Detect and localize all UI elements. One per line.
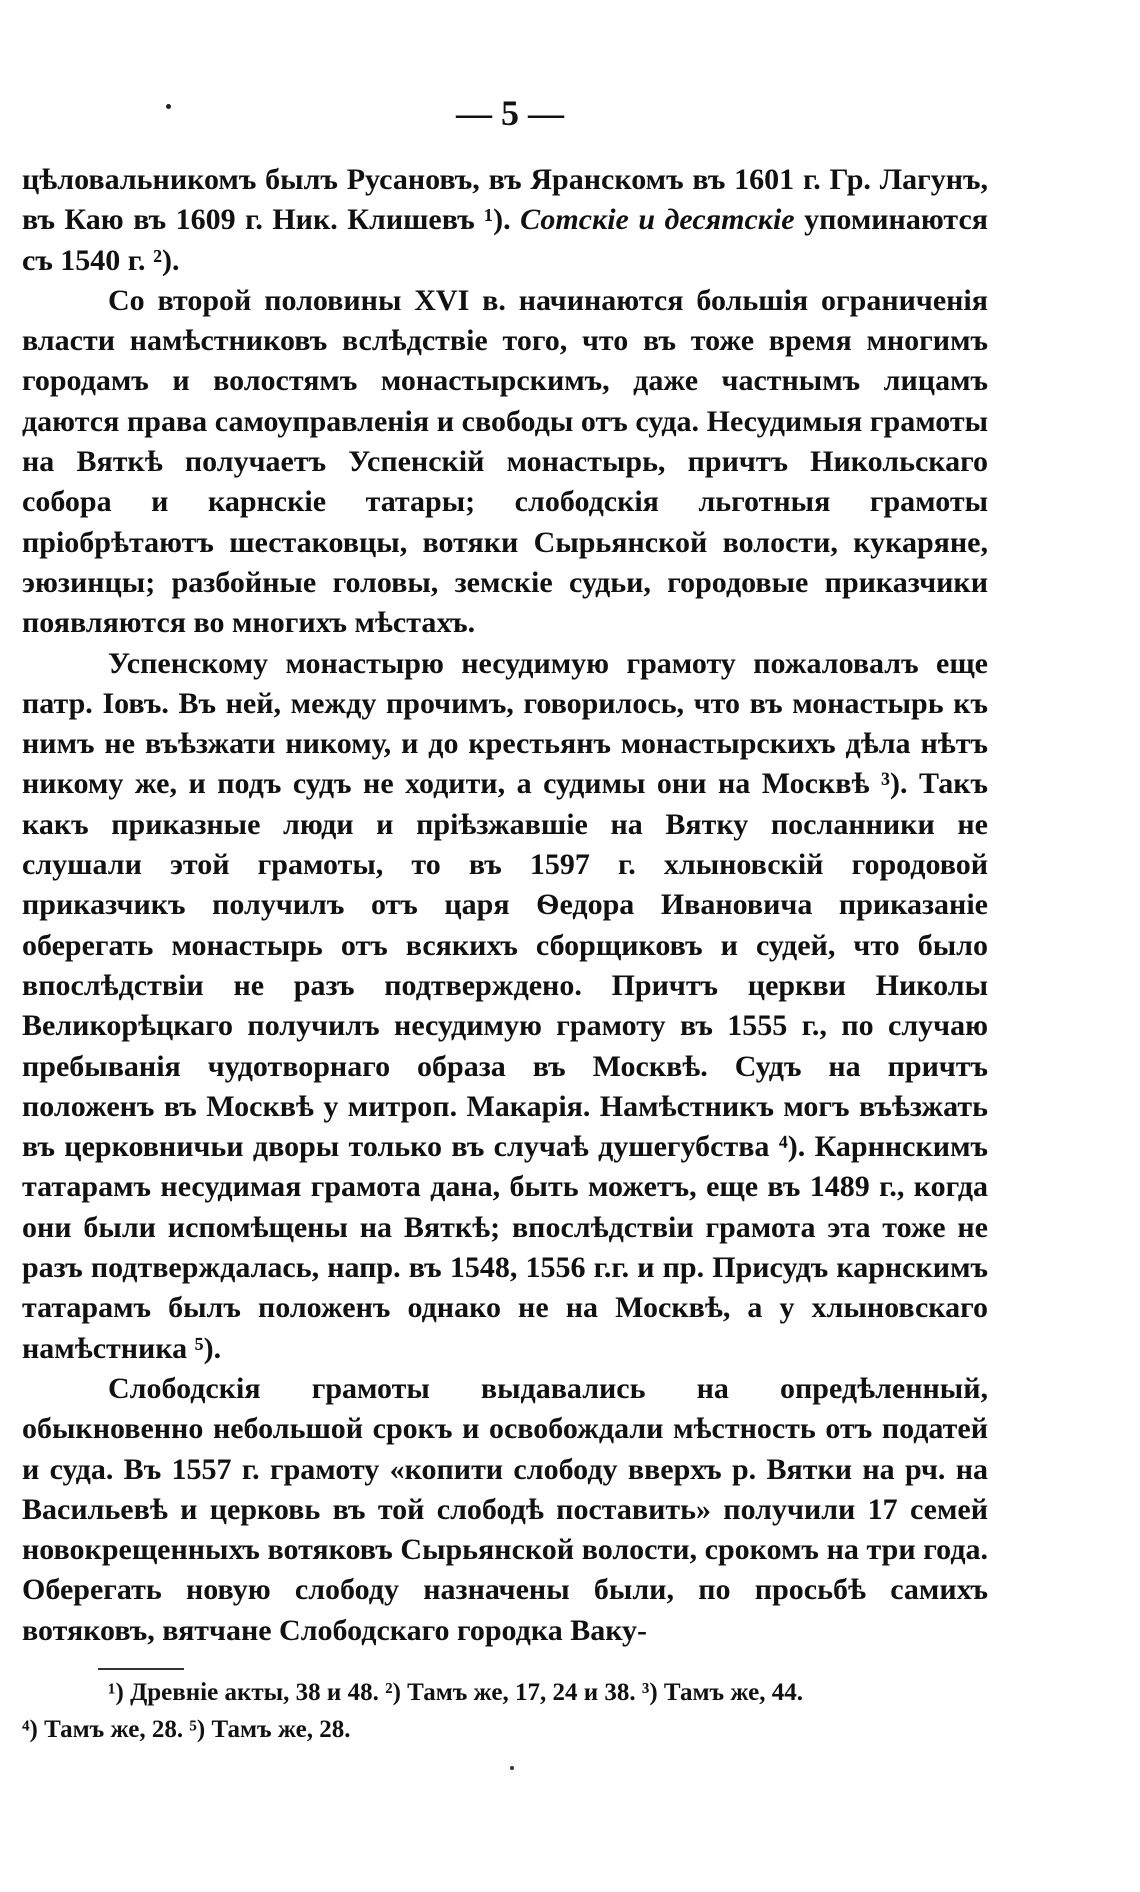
paragraph-4: Слободскія грамоты выдавались на опредѣленный, обыкновенно небольшой срокъ и освобождали мѣстность отъ податей и суда. Въ 1557 г. грамоту «копити слободу вверхъ р. Вятки на рч. на Васильевѣ и церковь въ той слободѣ поставить» получили 17 семей новокрещенныхъ вотяковъ Сырьянской волости, срокомъ на три года. Оберегать новую слободу назначены были, по просьбѣ самихъ вотяковъ, вятчане Слободскаго городка Baку-: [22, 1371, 988, 1647]
paragraph-text: цѣловальникомъ былъ Русановъ, въ Яранскомъ въ 1601 г. Гр. Лагунъ, въ Каю въ 1609 г. Ник. Клишевъ ¹).: [22, 163, 988, 237]
footnote-line-2: ⁴) Тамъ же, 28. ⁵) Тамъ же, 28.: [22, 1716, 351, 1743]
paragraph-2: Со второй половины XVI в. начинаются большія ограниченія власти намѣстниковъ вслѣдствіе того, что въ тоже время многимъ городамъ и волостямъ монастырскимъ, даже частнымъ лицамъ даются права самоуправленія и свободы отъ суда. Несудимыя грамоты на Вяткѣ получаетъ Успенскій монастырь, причтъ Никольскаго собора и карнскіе татары; слободскія льготныя грамоты пріобрѣтаютъ шестаковцы, вотяки Сырьянской волости, кукаряне, эюзинцы; разбойные головы, земскіе судьи, городовые приказчики появляются во многихъ мѣстахъ.: [22, 283, 988, 640]
footnote-line-1: ¹) Древніе акты, 38 и 48. ²) Тамъ же, 17, 24 и 38. ³) Тамъ же, 44.: [108, 1679, 803, 1706]
paragraph-1: [22, 160, 988, 281]
stray-mark-bottom: [510, 1766, 514, 1770]
footnotes: [22, 1674, 988, 1748]
paragraph-tail: упоминаются съ 1540 г. ²).: [22, 203, 989, 277]
footnote-divider: [98, 1668, 184, 1670]
page-number: — 5 —: [456, 93, 564, 133]
body-text: [22, 160, 988, 1651]
paragraph-italic: Сотскіе и десятскіе: [520, 203, 795, 237]
paragraph-3: Успенскому монастырю несудимую грамоту пожаловалъ еще патр. Іовъ. Въ ней, между прочимъ, говорилось, что въ монастырь къ нимъ не въѣзжати никому, и до крестьянъ монастырскихъ дѣла нѣтъ никому же, и подъ судъ не ходити, а судимы они на Москвѣ ³). Такъ какъ приказные люди и пріѣзжавшіе на Вятку посланники не слушали этой грамоты, то въ 1597 г. хлыновскій городовой приказчикъ получилъ отъ царя Ѳедора Ивановича приказаніе оберегать монастырь отъ всякихъ сборщиковъ и судей, что было впослѣдствіи не разъ подтверждено. Причтъ церкви Николы Великорѣцкаго получилъ несудимую грамоту въ 1555 г., по случаю пребыванія чудотворнаго образа въ Москвѣ. Судъ на причтъ положенъ въ Москвѣ у митроп. Макарія. Намѣстникъ могъ въѣзжать въ церковничьи дворы только въ случаѣ душегубства ⁴). Карннскимъ татарамъ несудимая грамота дана, быть можетъ, еще въ 1489 г., когда они были испомѣщены на Вяткѣ; впослѣдствіи грамота эта тоже не разъ подтверждалась, напр. въ 1548, 1556 г.г. и пр. Присудъ карнскимъ татарамъ былъ положенъ однако не на Москвѣ, а у хлыновскаго намѣстника ⁵).: [22, 646, 988, 1365]
